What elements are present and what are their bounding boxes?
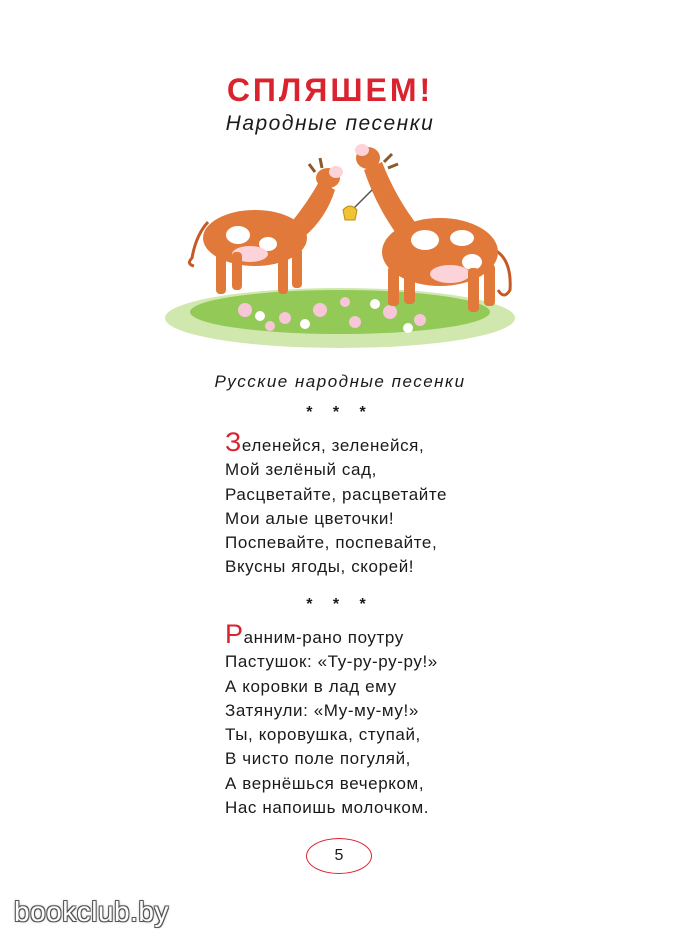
poem-line: Нас напоишь молочком. [225, 798, 430, 818]
poem-line: Ты, коровушка, ступай, [225, 725, 421, 745]
poem-line: В чисто поле погуляй, [225, 749, 412, 769]
two-cows-on-grass-icon [150, 140, 530, 360]
page-number: 5 [306, 838, 372, 874]
drop-cap: З [225, 427, 242, 457]
poem-line: А коровки в лад ему [225, 676, 397, 696]
poem-line: Поспевайте, поспевайте, [225, 533, 438, 553]
poem-line: Вкусны ягоды, скорей! [225, 557, 415, 577]
page-subtitle: Народные песенки [225, 112, 435, 135]
poem-line [225, 619, 438, 650]
poem-line: А вернёшься вечерком, [225, 773, 425, 793]
drop-cap: Р [225, 619, 244, 649]
poem-line-text: еленейся, зеленейся, [241, 436, 425, 455]
watermark: bookclub.by [14, 896, 169, 927]
poem-line: Затянули: «Му-му-му!» [225, 700, 419, 720]
poem-line: Расцветайте, расцветайте [225, 484, 448, 504]
poem-line: Мои алые цветочки! [225, 508, 395, 528]
poem-separator: * * * [306, 596, 374, 613]
poem-line: Пастушок: «Ту-ру-ру-ру!» [225, 652, 438, 672]
poem-separator: * * * [306, 404, 374, 421]
poem-line: Мой зелёный сад, [225, 460, 377, 480]
poem-line-text: анним-рано поутру [243, 628, 404, 647]
page-title: СПЛЯШЕМ! [226, 72, 434, 108]
poem-2 [225, 619, 438, 820]
poem-1 [225, 427, 448, 580]
poem-line [225, 427, 447, 458]
section-heading: Русские народные песенки [214, 372, 466, 391]
